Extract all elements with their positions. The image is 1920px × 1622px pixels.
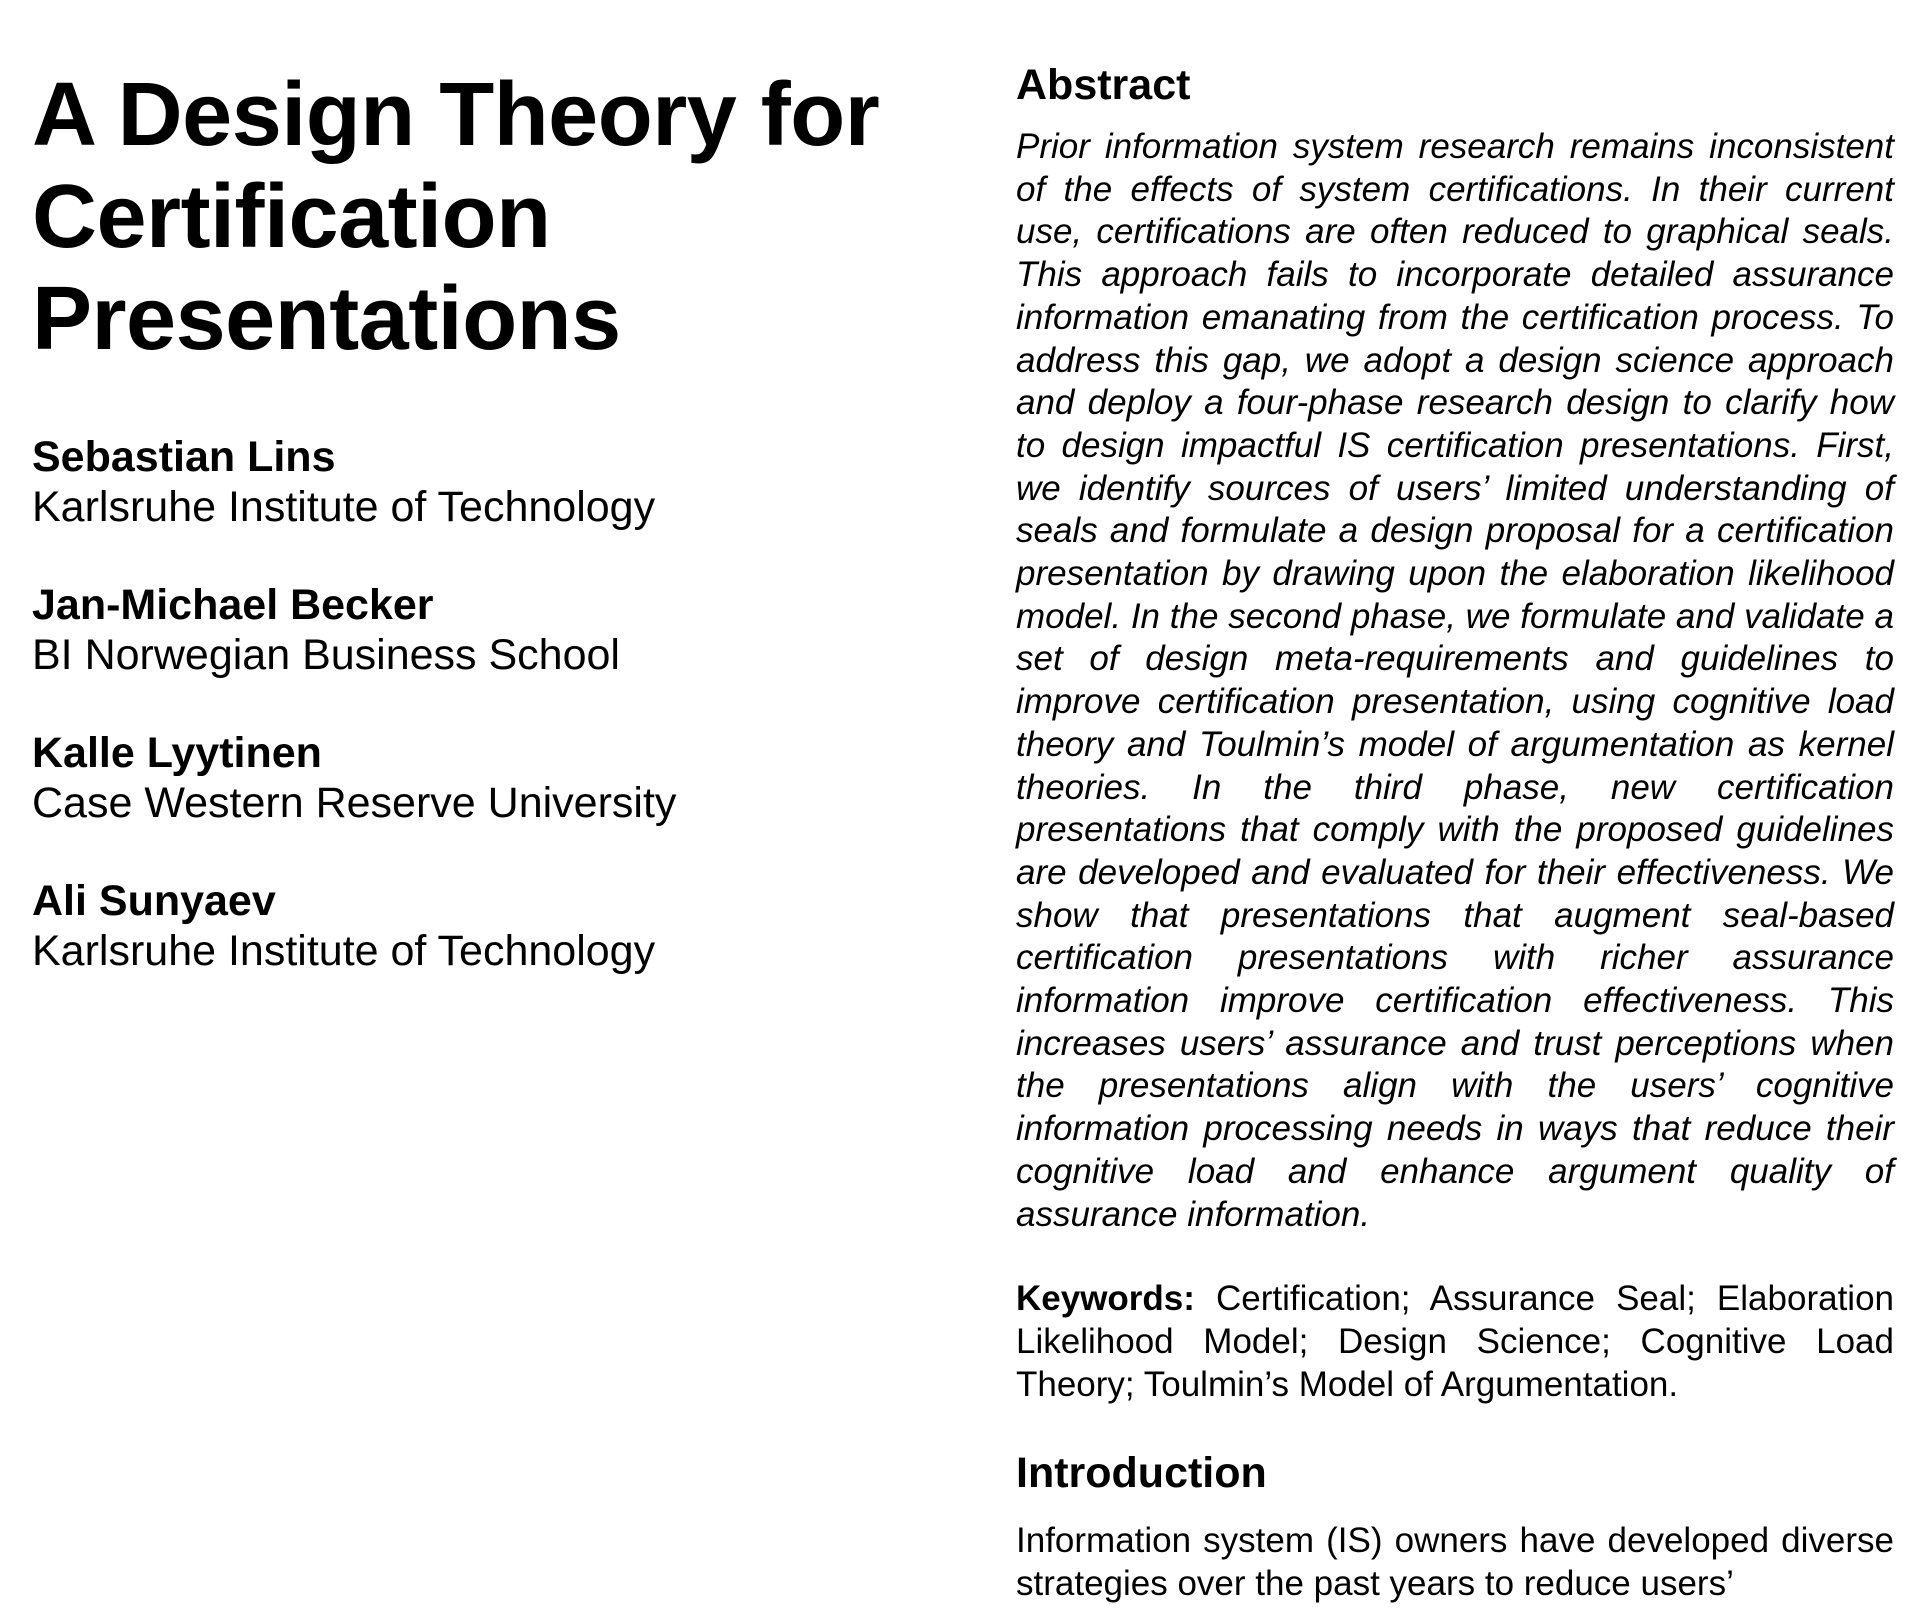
author-entry <box>32 876 962 976</box>
author-affiliation: Karlsruhe Institute of Technology <box>32 927 656 975</box>
author-affiliation: BI Norwegian Business School <box>32 631 620 679</box>
abstract-heading: Abstract <box>1016 61 1191 109</box>
author-name: Ali Sunyaev <box>32 877 276 925</box>
author-entry <box>32 580 962 680</box>
author-name: Kalle Lyytinen <box>32 729 322 777</box>
keywords-paragraph <box>1016 1278 1894 1406</box>
introduction-text: Information system (IS) owners have developed diverse strategies over the past years to reduce users’ <box>1016 1521 1894 1604</box>
author-affiliation: Case Western Reserve University <box>32 779 677 827</box>
keywords-text: Certification; Assurance Seal; Elaboration Likelihood Model; Design Science; Cognitive Load Theory; Toulmin’s Model of Argumentation. <box>1016 1279 1894 1404</box>
author-list <box>32 432 962 976</box>
title-column <box>32 64 962 1024</box>
author-affiliation: Karlsruhe Institute of Technology <box>32 483 656 531</box>
keywords-label: Keywords: <box>1016 1279 1195 1319</box>
author-name: Sebastian Lins <box>32 433 336 481</box>
introduction-heading: Introduction <box>1016 1449 1267 1498</box>
author-name: Jan-Michael Becker <box>32 581 434 629</box>
abstract-text: Prior information system research remains inconsistent of the effects of system certifications. In their current use, certifications are often reduced to graphical seals. This approach fails to incorporate detailed assurance information emanating from the certification process. To address this gap, we adopt a design science approach and deploy a four-phase research design to clarify how to design impactful IS certification presentations. First, we identify sources of users’ limited understanding of seals and formulate a design proposal for a certification presentation by drawing upon the elaboration likelihood model. In the second phase, we formulate and validate a set of design meta-requirements and guidelines to improve certification presentation, using cognitive load theory and Toulmin’s model of argumentation as kernel theories. In the third phase, new certification presentations that comply with the proposed guidelines are developed and evaluated for their effectiveness. We show that presentations that augment seal-based certification presentations with richer assurance information improve certification effectiveness. This increases users’ assurance and trust perceptions when the presentations align with the users’ cognitive information processing needs in ways that reduce their cognitive load and enhance argument quality of assurance information. <box>1016 127 1894 1234</box>
author-entry <box>32 432 962 532</box>
paper-title: A Design Theory for Certification Presentations <box>32 65 880 369</box>
author-entry <box>32 728 962 828</box>
abstract-column <box>1016 60 1894 1606</box>
